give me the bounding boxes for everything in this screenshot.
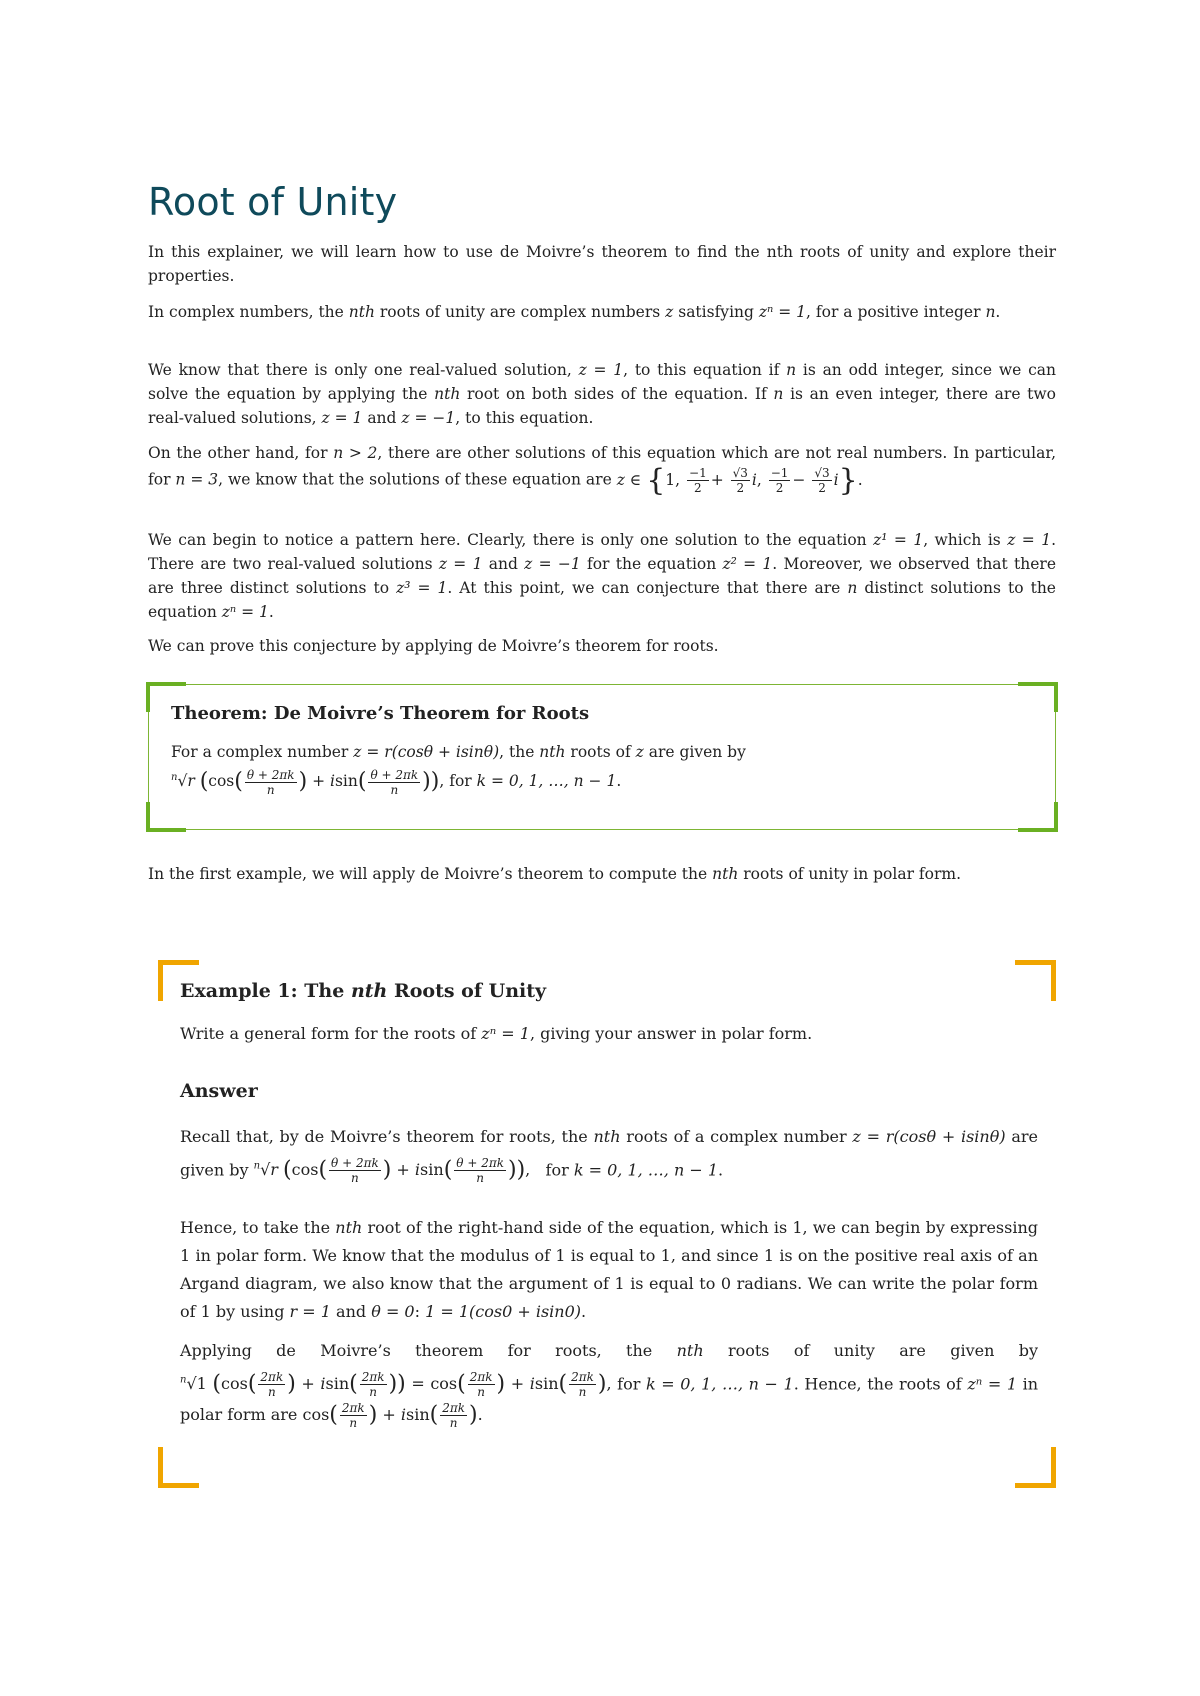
page-title: Root of Unity xyxy=(148,180,398,224)
conjecture-paragraph: We can prove this conjecture by applying de Moivre’s theorem for roots. xyxy=(148,637,719,655)
answer-formula-2: $^n$√1 (cos( $\frac{2\pi k}{n}$ ) + isin( $\frac{2\pi k}{n}$ )) = cos( $\frac{2\pi k}{n}$ ) + isin( $\frac{2\pi k}{n}$ ), xyxy=(180,1370,618,1400)
answer-heading: Answer xyxy=(180,1080,258,1102)
complex-solutions-paragraph: On the other hand, for n > 2, there are other solutions of this equation which are not real numbers. In particular, for n = 3, we know that the solutions of these equation are z ∈ {1, $\frac{-1}{2}$ + $\frac{√3}{2}$ i, $\frac{-1}{2}$ − $\frac{√3}{2}$ i}. xyxy=(148,444,1057,498)
transition-paragraph: In the first example, we will apply de Moivre’s theorem to compute the nth roots of unity in polar form. xyxy=(148,865,962,883)
example-question: Write a general form for the roots of zⁿ = 1, giving your answer in polar form. xyxy=(180,1024,813,1043)
theorem-title: Theorem: De Moivre’s Theorem for Roots xyxy=(171,703,590,724)
answer-step-3: Applying de Moivre’s theorem for roots, the nth roots of unity are given by $^n$√1 (cos( $\frac{2\pi k}{n}$ ) + isin( $\frac{2\pi k}{n}$ )) = cos( $\frac{2\pi k}{n}$ ) + isin( $\frac{2\pi k}{n}$ ), for k = 0, 1, …, n − 1. Hence, the roots of zⁿ = 1 in polar form are cos( $\frac{2\pi k}{n}$ ) + isin( $\frac{2\pi k}{n}$ ). xyxy=(180,1341,1039,1430)
theorem-formula: $^n$√r (cos( $\frac{\theta + 2\pi k}{n}$ ) + isin( $\frac{\theta + 2\pi k}{n}$ )), xyxy=(171,767,450,797)
real-solutions-paragraph: We know that there is only one real-valued solution, z = 1, to this equation if n is an odd integer, since we can solve the equation by applying the nth root on both sides of the equation. If n is an even integer, there are two real-valued solutions, z = 1 and z = −1, to this equation. xyxy=(148,361,1056,427)
intro-paragraph: In this explainer, we will learn how to use de Moivre’s theorem to find the nth roots of unity and explore their properties. xyxy=(148,243,1056,285)
example-title: Example 1: The nth Roots of Unity xyxy=(180,980,547,1002)
answer-step-1: Recall that, by de Moivre’s theorem for roots, the nth roots of a complex number z = r(cosθ + isinθ) are given by $^n$√r (cos( $\frac{\theta + 2\pi k}{n}$ ) + isin( $\frac{\theta + 2\pi k}{n}$ )), for k = 0, 1, …, n − 1. xyxy=(180,1127,1039,1186)
pattern-paragraph: We can begin to notice a pattern here. Clearly, there is only one solution to the equation z¹ = 1, which is z = 1. There are two real-valued solutions z = 1 and z = −1 for the equation z² = 1. Moreover, we observed that there are three distinct solutions to z³ = 1. At this point, we can conjecture that there are n distinct solutions to the equation zⁿ = 1. xyxy=(148,531,1057,621)
answer-step-2: Hence, to take the nth root of the right-hand side of the equation, which is 1, we can begin by expressing 1 in polar form. We know that the modulus of 1 is equal to 1, and since 1 is on the positive real axis of an Argand diagram, we also know that the argument of 1 is equal to 0 radians. We can write the polar form of 1 by using r = 1 and θ = 0: 1 = 1(cos0 + isin0). xyxy=(180,1218,1038,1321)
theorem-box xyxy=(148,684,1056,830)
theorem-body: For a complex number z = r(cosθ + isinθ), the nth roots of z are given by $^n$√r (cos( $\frac{\theta + 2\pi k}{n}$ ) + isin( $\frac{\theta + 2\pi k}{n}$ )), for k = 0, 1, …, n − 1. xyxy=(171,743,746,797)
definition-paragraph: In complex numbers, the nth roots of unity are complex numbers z satisfying zⁿ = 1, for a positive integer n. xyxy=(148,303,1001,321)
example-box xyxy=(158,960,1056,1488)
solution-set: z ∈ {1, $\frac{-1}{2}$ + $\frac{√3}{2}$ i, $\frac{-1}{2}$ − $\frac{√3}{2}$ i}. xyxy=(616,462,863,498)
answer-formula-3: cos( $\frac{2\pi k}{n}$ ) + isin( $\frac{2\pi k}{n}$ ). xyxy=(302,1400,483,1430)
answer-formula-1: $^n$√r (cos( $\frac{\theta + 2\pi k}{n}$ ) + isin( $\frac{\theta + 2\pi k}{n}$ )), xyxy=(253,1156,536,1186)
